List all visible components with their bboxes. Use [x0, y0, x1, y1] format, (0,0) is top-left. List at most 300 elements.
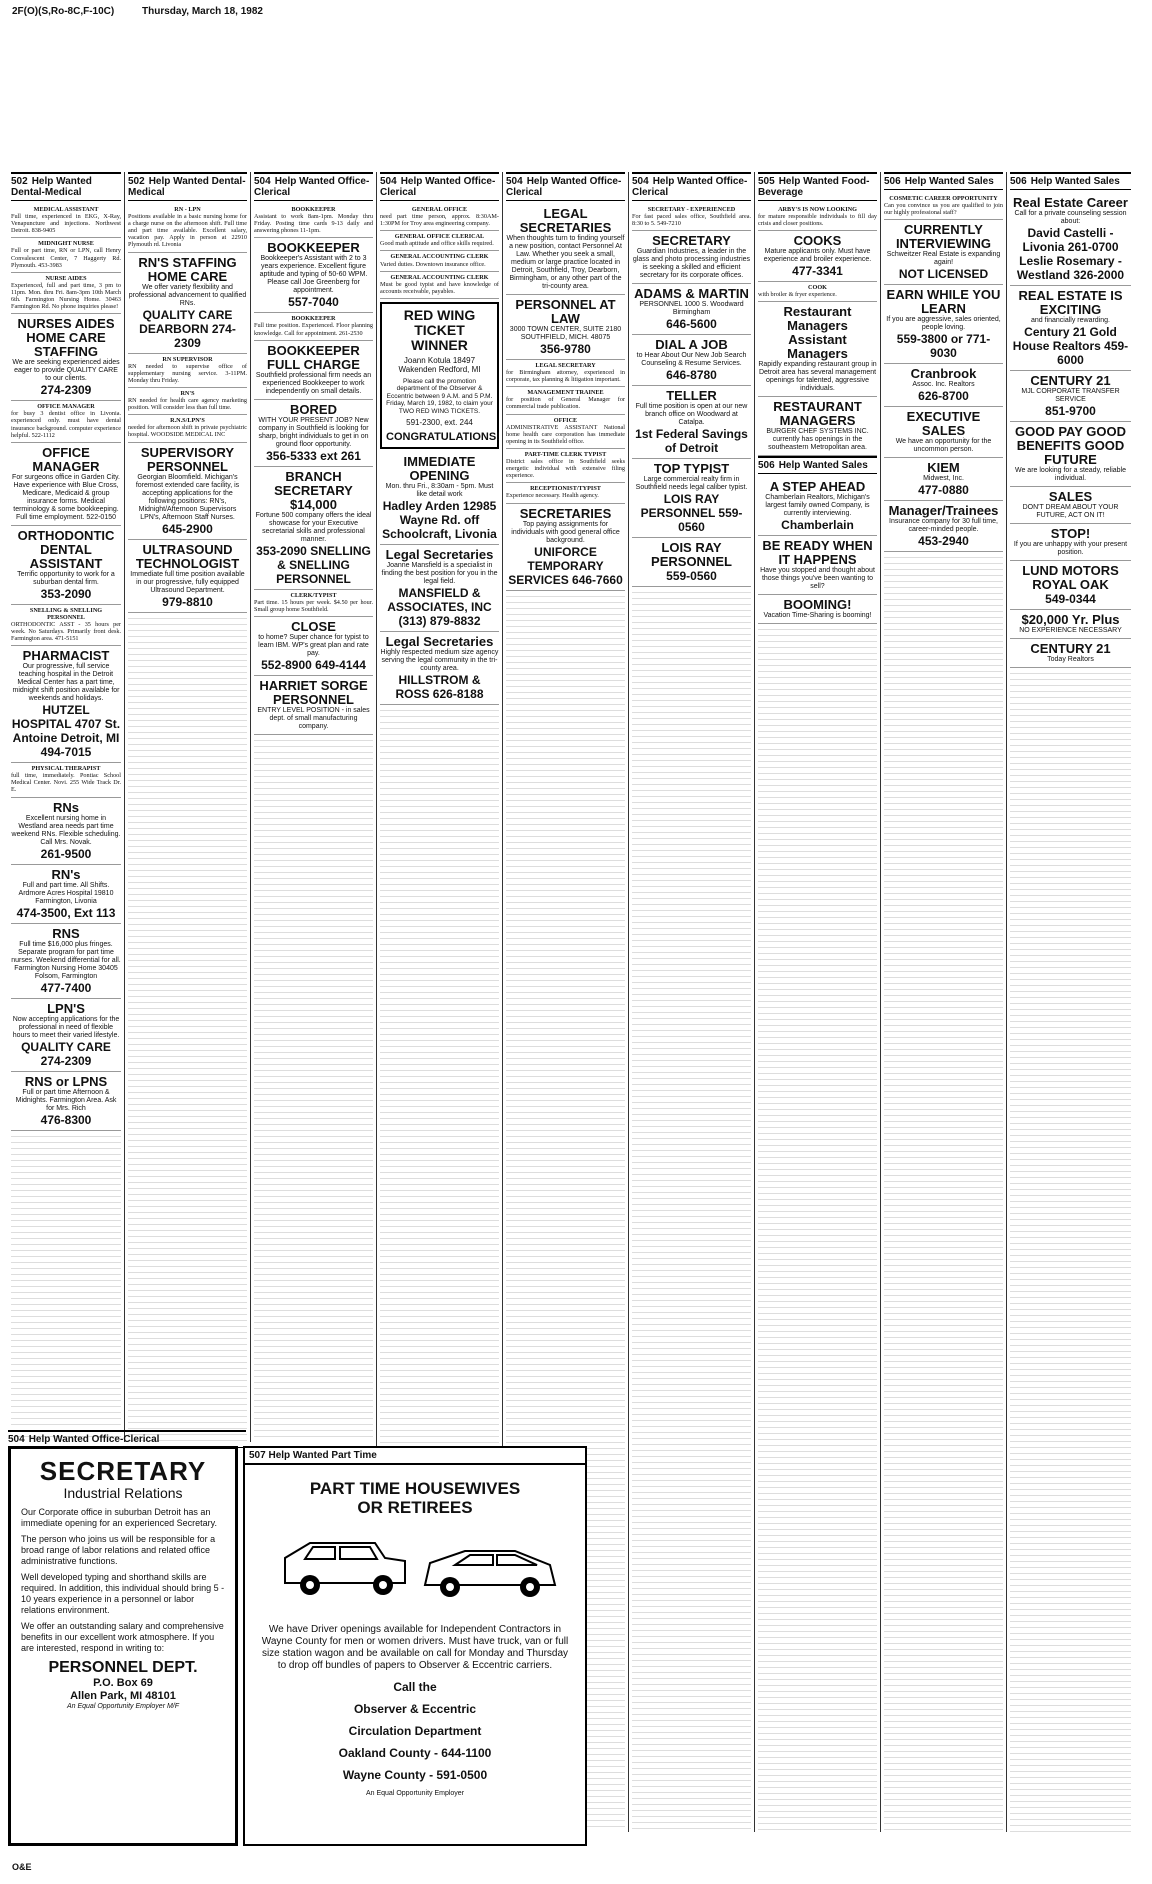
ad-headline: TELLER [666, 388, 717, 404]
ad-body: full time, immediately. Pontiac School Medical Center. Novi. 255 Wide Track Dr. E. [11, 772, 121, 794]
column-1 [8, 172, 124, 1442]
section-label: Help Wanted Office-Clerical [632, 176, 748, 198]
ad-body: Vacation Time-Sharing is booming! [763, 612, 872, 620]
ad-title: RN'S [180, 389, 195, 397]
display-ad [11, 526, 121, 605]
ad-headline: RNS [52, 925, 80, 941]
ad-phone: 557-7040 [288, 295, 339, 310]
ad-body: Today Realtors [1047, 656, 1094, 663]
ad-body: Full or part time, RN or LPN, call Henry Convalescent Center, 7 Haggerty Rd. Plymouth. 453-3983 [11, 247, 121, 269]
ad-phone: 274-2309 [40, 383, 92, 398]
ad-headline: HARRIET SORGE PERSONNEL [259, 677, 368, 707]
display-ad [254, 341, 373, 400]
ad-body: for position of General Manager for commercial trade publication. [506, 396, 625, 411]
ad-headline: EXECUTIVE SALES [906, 409, 981, 439]
display-ad [128, 253, 247, 354]
ad-phone: 474-3500, Ext 113 [16, 905, 116, 920]
column-filler-text [884, 552, 1003, 1832]
ad-headline: BORED [290, 401, 337, 417]
section-heading [254, 172, 373, 201]
ad-body: RN needed to supervise office of supplementary nursing service. 3-11PM. Monday thru Friday. [128, 362, 247, 384]
section-heading [1010, 172, 1131, 190]
ad-phone: David Castelli - Livonia 261-0700 Leslie Rosemary - Westland 326-2000 [1016, 226, 1125, 282]
ad-headline: BE READY WHEN IT HAPPENS [762, 538, 873, 568]
ad-phone: Century 21 Gold House Realtors 459-6000 [1012, 325, 1129, 367]
line-ad [254, 590, 373, 617]
display-ad [632, 231, 751, 284]
ad-body: ADMINISTRATIVE ASSISTANT National home health care corporation has immediate opening in its Southfield office. [506, 423, 625, 445]
section-label: Help Wanted Sales [1030, 176, 1120, 187]
section-number: 506 [884, 176, 901, 187]
part-time-eoe: An Equal Opportunity Employer [365, 1790, 465, 1797]
ad-body: Immediate full time position available in our progressive, fully equipped Ultrasound Department. [130, 570, 245, 594]
ad-body: for busy 3 dentist office in Livonia. experienced only. must have dental insurance background. computer experience helpful. 522-1112 [11, 410, 121, 439]
ad-phone: 559-0560 [666, 569, 717, 584]
ad-phone: 851-9700 [1045, 404, 1096, 418]
section-label: Help Wanted Office-Clerical [506, 176, 622, 198]
ad-phone: 979-8810 [162, 594, 213, 609]
ad-title: GENERAL OFFICE [411, 206, 468, 213]
ad-body: Mature applicants only. Must have experience and broiler experience. [763, 248, 872, 264]
ad-phone: 477-7400 [40, 980, 92, 995]
display-ad [758, 302, 877, 397]
line-ad [11, 605, 121, 646]
line-ad [128, 388, 247, 415]
ad-body: DON'T DREAM ABOUT YOUR FUTURE, ACT ON IT! [1022, 504, 1119, 519]
line-ad [128, 354, 247, 388]
secretary-title: SECRETARY [39, 1456, 207, 1486]
ad-body: Our progressive, full service teaching hospital in the Detroit Medical Center has a part time, midnight shift position available for weekends and holidays. [12, 663, 120, 703]
section-number: 502 [128, 176, 145, 187]
ad-headline: Real Estate Career [1013, 195, 1128, 210]
ad-body: Bookkeeper's Assistant with 2 to 3 years experience. Excellent figure aptitude and typing of 50-60 WPM. Please call Joe Greenberg for appointment. [259, 255, 368, 295]
ad-headline: ULTRASOUND TECHNOLOGIST [135, 541, 240, 571]
section-number: 506 [1010, 176, 1027, 187]
ad-headline: ADAMS & MARTIN [634, 286, 749, 302]
section-heading [380, 172, 499, 201]
ad-headline: REAL ESTATE IS EXCITING [1018, 288, 1123, 317]
ad-title: PHYSICAL THERAPIST [31, 765, 101, 773]
ad-body: Must be good typist and have knowledge of accounts receivable, payables. [380, 280, 499, 295]
line-ad [380, 272, 499, 299]
column-8 [880, 172, 1006, 1832]
ad-body: District sales office in Southfield seeks energetic individual with extensive filing experience. [506, 458, 625, 480]
section-heading [506, 172, 625, 201]
section-number: 504 [254, 176, 271, 187]
display-ad [11, 999, 121, 1072]
display-ad [11, 314, 121, 401]
line-ad [380, 231, 499, 251]
column-6 [628, 172, 754, 1832]
display-ad [1010, 286, 1131, 371]
ad-headline: PERSONNEL AT LAW [515, 297, 616, 326]
section-number: 502 [11, 176, 28, 187]
ad-headline: SECRETARY [652, 233, 731, 249]
section-heading [632, 172, 751, 201]
section-heading [758, 172, 877, 201]
line-ad [506, 415, 625, 449]
display-ad [254, 676, 373, 735]
line-ad [254, 204, 373, 238]
ad-title: SECRETARY - EXPERIENCED [647, 206, 736, 213]
ad-headline: TOP TYPIST [653, 461, 730, 477]
ad-headline: Legal Secretaries [385, 547, 494, 563]
ad-body: MJL CORPORATE TRANSFER SERVICE [1021, 388, 1120, 403]
ad-phone: HUTZEL HOSPITAL 4707 St. Antoine Detroit, MI 494-7015 [11, 703, 121, 760]
display-ad [1010, 371, 1131, 422]
ad-body: Experience necessary. Health agency. [506, 492, 599, 500]
ad-phone: 353-2090 [40, 586, 92, 601]
column-filler-text [11, 1131, 121, 1442]
display-ad [128, 540, 247, 613]
line-ad [380, 204, 499, 231]
line-ad [506, 449, 625, 483]
display-ad [884, 220, 1003, 285]
ad-body: BURGER CHEF SYSTEMS INC. currently has openings in the southeastern Metropolitan area. [766, 428, 869, 452]
ad-phone: 353-2090 SNELLING & SNELLING PERSONNEL [256, 543, 371, 586]
display-ad [758, 595, 877, 624]
section-label: Help Wanted Office-Clerical [254, 176, 370, 198]
line-ad [11, 401, 121, 442]
ad-title: GENERAL ACCOUNTING CLERK [390, 273, 489, 281]
display-ad [11, 924, 121, 999]
secretary-para-2: The person who joins us will be responsible for a broad range of labor relations and related office administrative functions. [21, 1534, 216, 1566]
ad-body: Top paying assignments for individuals with good general office background. [511, 520, 620, 544]
ad-body: ENTRY LEVEL POSITION - in sales dept. of small manufacturing company. [257, 706, 370, 730]
ad-headline: EARN WHILE YOU LEARN [886, 287, 1001, 317]
ad-body: Call for a private counseling session about: [1014, 210, 1127, 225]
section-label: Help Wanted Sales [778, 460, 868, 472]
column-9 [1006, 172, 1134, 1832]
line-ad [11, 204, 121, 238]
ad-body: need part time person, approx. 8:30AM-1:30PM for Troy area engineering company. [380, 213, 499, 228]
ad-headline: CENTURY 21 [1030, 373, 1111, 388]
ad-body: Part time. 15 hours per week. $4.50 per hour. Small group home Southfield. [254, 598, 373, 613]
section-number: 506 [758, 460, 775, 472]
ad-body: Full and part time. All Shifts. Ardmore Acres Hospital 19810 Farmington, Livonia [18, 881, 114, 905]
ad-title: R.N.S/LPN'S [170, 417, 205, 425]
line-ad [758, 282, 877, 302]
ad-body: Excellent nursing home in Westland area needs part time weekend RNs. Flexible scheduling. Call Mrs. Novak. [11, 814, 121, 846]
display-ad [380, 452, 499, 545]
rw-title: RED WING TICKET WINNER [403, 306, 476, 353]
display-ad [11, 798, 121, 865]
display-ad [11, 1072, 121, 1131]
ad-headline: CLOSE [291, 618, 336, 634]
ad-body: Good math aptitude and office skills required. [380, 240, 494, 248]
part-time-call-4: Oakland County - 644-1100 [338, 1746, 492, 1760]
ad-headline: PHARMACIST [22, 648, 110, 664]
line-ad [380, 251, 499, 271]
ad-headline: IMMEDIATE OPENING [403, 454, 476, 484]
ad-body: Experienced, full and part time, 3 pm to 11pm. Mon. thru Fri. 8am-3pm 10th March 6th. Farmington Nursing Home. 30463 Farmington Rd. No phone inquiries please! [11, 281, 121, 311]
section-number: 504 [8, 1434, 25, 1445]
display-ad [1010, 422, 1131, 487]
ad-phone: 1st Federal Savings of Detroit [635, 427, 748, 456]
ad-phone: Hadley Arden 12985 Wayne Rd. off Schoolcraft, Livonia [382, 499, 497, 542]
section-number: 505 [758, 176, 775, 187]
ad-headline: Cranbrook [910, 366, 977, 382]
display-ad [1010, 487, 1131, 524]
edition-code: 2F(O)(S,Ro-8C,F-10C) [12, 6, 115, 17]
ad-body: Full time $16,000 plus fringes. Separate program for part time nurses. Weekend differential for all. Farmington Nursing Home 30405 Folsom, Farmington [11, 940, 121, 980]
display-ad [254, 400, 373, 467]
ad-headline: NURSES AIDES HOME CARE STAFFING [17, 316, 115, 360]
display-ad [1010, 639, 1131, 668]
line-ad [506, 360, 625, 387]
ad-title: ARBY'S IS NOW LOOKING [778, 206, 857, 213]
ad-title: MEDICAL ASSISTANT [33, 206, 99, 213]
display-ad [506, 204, 625, 295]
part-time-call-5: Wayne County - 591-0500 [342, 1768, 488, 1782]
ad-headline: SALES [1048, 489, 1093, 504]
ad-body: Full time position is open at our new branch office on Woodward at Catalpa. [635, 403, 748, 427]
display-ad [11, 646, 121, 763]
ad-title: GENERAL ACCOUNTING CLERK [390, 253, 489, 261]
ad-headline: RN'S STAFFING HOME CARE [138, 254, 237, 284]
ad-phone: QUALITY CARE 274-2309 [21, 1039, 111, 1068]
red-wing-winner-box [380, 302, 499, 450]
display-ad [632, 459, 751, 538]
section-number: 504 [380, 176, 397, 187]
ad-phone: 559-3800 or 771-9030 [896, 332, 991, 361]
ad-headline: BRANCH SECRETARY $14,000 [274, 468, 353, 512]
line-ad [11, 273, 121, 314]
ad-body: RN needed for health care agency marketing position. Will consider less than full time. [128, 397, 247, 412]
ad-body: If you are unhappy with your present position. [1013, 541, 1128, 556]
ad-phone: 476-8300 [40, 1112, 92, 1127]
ad-title: SNELLING & SNELLING PERSONNEL [29, 606, 103, 621]
ad-headline: $20,000 Yr. Plus [1021, 612, 1120, 627]
ad-headline: COOKS [793, 233, 842, 249]
part-time-line-1: PART TIME HOUSEWIVES [309, 1479, 521, 1498]
display-ad [254, 238, 373, 313]
ad-title: GENERAL OFFICE CLERICAL [394, 233, 485, 241]
page-header [12, 6, 1140, 20]
display-ad [1010, 561, 1131, 610]
ad-phone: 261-9500 [40, 846, 92, 861]
ad-title: BOOKKEEPER [291, 315, 336, 323]
part-time-call-2: Observer & Eccentric [353, 1702, 477, 1716]
ad-headline: BOOKKEEPER [267, 240, 360, 256]
ad-body: ORTHODONTIC ASST - 35 hours per week. No Saturdays. Primarily front desk. Farmington area. 471-5151 [11, 620, 121, 643]
ad-body: For fast paced sales office, Southfield area. 8:30 to 5. 549-7210 [632, 213, 751, 228]
secretary-addr-1: P.O. Box 69 [93, 1677, 153, 1689]
ad-headline: KIEM [927, 460, 960, 476]
ad-headline: SUPERVISORY PERSONNEL [140, 444, 235, 474]
ad-body: Can you convince us you are qualified to join our highly professional staff? [884, 202, 1003, 217]
display-ad [632, 538, 751, 587]
ad-phone: 356-9780 [540, 342, 591, 356]
ad-body: We are seeking experienced aides eager to provide QUALITY CARE to our clients. [12, 359, 120, 383]
line-ad [506, 387, 625, 414]
ad-body: and financially rewarding. [1031, 317, 1110, 324]
ad-body: PERSONNEL 1000 S. Woodward Birmingham [639, 301, 744, 317]
ad-body: Fortune 500 company offers the ideal showcase for your Executive secretarial skills and professional manner. [255, 511, 372, 543]
ad-body: Positions available in a basic nursing home for a charge nurse on the afternoon shift. Full time and part time available. Excellent salary, vacation pay. Apply in person at 22910 Plymouth rd. Livonia [128, 213, 247, 249]
ad-phone: NOT LICENSED [898, 267, 989, 282]
ad-title: RN SUPERVISOR [162, 355, 213, 363]
ad-headline: RESTAURANT MANAGERS [773, 399, 862, 429]
ad-body: 3000 TOWN CENTER, SUITE 2180 SOUTHFIELD, MICH. 48075 [509, 326, 622, 341]
rw-winner-name: Joann Kotula 18497 Wakenden Redford, MI [398, 355, 481, 374]
ad-headline: Restaurant Managers Assistant Managers [783, 304, 852, 362]
column-filler-text [254, 735, 373, 1442]
part-time-heading-label: Help Wanted Part Time [268, 1450, 377, 1461]
ad-title: OFFICE MANAGER [37, 403, 95, 411]
display-ad [884, 458, 1003, 501]
part-time-call-1: Call the [393, 1680, 437, 1694]
ad-phone: 453-2940 [918, 534, 969, 549]
ad-body: Have you stopped and thought about those things you've been wanting to sell? [760, 567, 875, 591]
ad-headline: Manager/Trainees [888, 503, 999, 519]
section-label: Help Wanted Office-Clerical [28, 1434, 160, 1445]
ad-headline: CURRENTLY INTERVIEWING [895, 222, 992, 252]
display-ad [11, 865, 121, 924]
ad-body: needed for afternoon shift in private psychiatric hospital. WOODSIDE MEDICAL INC [128, 424, 247, 439]
line-ad [128, 204, 247, 253]
display-ad [1010, 610, 1131, 639]
car-truck-illustration [265, 1523, 565, 1613]
ad-headline: LOIS RAY PERSONNEL [651, 540, 732, 570]
section-number: 504 [506, 176, 523, 187]
part-time-call-3: Circulation Department [348, 1724, 482, 1738]
ad-body: Assistant to work 8am-1pm. Monday thru Friday. Posting time cards 9-13 daily and answering phones 11-1pm. [254, 213, 373, 235]
ad-body: Insurance company for 30 full time, career-minded people. [889, 518, 998, 534]
ad-headline: ORTHODONTIC DENTAL ASSISTANT [17, 527, 115, 571]
rw-phone: 591-2300, ext. 244 [406, 418, 473, 428]
rw-congrats: CONGRATULATIONS! [386, 431, 500, 444]
ad-body: We offer variety flexibility and professional advancement to qualified RNs. [128, 283, 247, 307]
secretary-display-ad [8, 1446, 238, 1846]
section-heading [758, 456, 877, 474]
line-ad [884, 193, 1003, 220]
ad-title: LEGAL SECRETARY [535, 362, 596, 369]
ad-headline: CENTURY 21 [1030, 641, 1111, 656]
ad-body: WITH YOUR PRESENT JOB? New company in Southfield is looking for sharp, bright individuals to get in on ground floor opportunity. [258, 416, 369, 448]
ad-phone: UNIFORCE TEMPORARY SERVICES 646-7660 [508, 544, 623, 587]
display-ad [884, 285, 1003, 364]
ad-body: Midwest, Inc. [923, 475, 964, 483]
ad-body: Full time position. Experienced. Floor planning knowledge. Call for appointment. 261-2530 [254, 322, 373, 337]
ad-title: OFFICE [553, 416, 578, 424]
ad-phone: MANSFIELD & ASSOCIATES, INC (313) 879-8832 [387, 586, 492, 629]
ad-headline: LUND MOTORS ROYAL OAK [1022, 563, 1119, 592]
footer-mark: O&E [12, 1862, 32, 1872]
display-ad [1010, 193, 1131, 286]
ad-phone: 477-0880 [918, 483, 969, 498]
ad-phone: 645-2900 [162, 521, 213, 536]
ad-body: Georgian Bloomfield. Michigan's foremost extended care facility, is accepting applications for the following positions: RN's, Midnight/Afternoon Supervisors LPN's, Afternoon Staff Nurses. [135, 473, 240, 521]
ad-body: Joanne Mansfield is a specialist in finding the best position for you in the legal field. [381, 562, 498, 586]
ad-phone: 552-8900 649-4144 [261, 657, 366, 672]
ad-phone: HILLSTROM & ROSS 626-8188 [395, 673, 484, 702]
line-ad [254, 313, 373, 340]
column-filler-text [128, 613, 247, 1443]
section-label: Help Wanted Food-Beverage [758, 176, 870, 198]
ad-body: Large commercial realty firm in Southfield needs legal caliber typist. [635, 476, 748, 492]
ad-body: Chamberlain Realtors, Michigan's largest family owned Company, is currently interviewing. [765, 494, 870, 518]
secretary-para-1: Our Corporate office in suburban Detroit has an immediate opening for an experienced Secretary. [21, 1507, 217, 1528]
part-time-heading [245, 1448, 585, 1465]
secretary-subtitle: Industrial Relations [63, 1485, 183, 1501]
ad-body: For surgeons office in Garden City. Have experience with Blue Cross, Medicare, Medicaid & group insurance forms. Medical terminology & some bookkeeping. Full time employment. 522-0150 [12, 473, 120, 521]
display-ad [632, 386, 751, 459]
part-time-description: We have Driver openings available for Independent Contractors in Wayne County for men or women drivers. Must have truck, van or full size station wagon and be available on call for Monday and Thursday to drop off bundles of papers to Observer & Eccentric carriers. [261, 1624, 569, 1671]
column-2 [124, 172, 250, 1442]
section-label: Help Wanted Dental-Medical [11, 176, 92, 198]
column-filler-text [1010, 668, 1131, 1832]
line-ad [11, 238, 121, 272]
display-ad [128, 443, 247, 540]
ad-body: NO EXPERIENCE NECESSARY [1019, 627, 1122, 634]
ad-body: for mature responsible individuals to fill day crisis and closer positions. [758, 213, 877, 228]
ad-phone: 356-5333 ext 261 [266, 448, 361, 463]
ad-headline: RNS or LPNS [24, 1073, 108, 1089]
ad-body: with broiler & fryer experience. [758, 291, 837, 299]
line-ad [632, 204, 751, 231]
ad-body: When thoughts turn to finding yourself a new position, contact Personnel At Law. Whether you seek a small, medium or large practice located in Detroit, Southfield, Troy, Dearborn, Birmingham, or any other part of the tri-county area. [506, 235, 625, 290]
column-filler-text [632, 587, 751, 1832]
ad-title: MIDNIGHT NURSE [38, 240, 94, 248]
ad-body: Guardian Industries, a leader in the glass and photo processing industries is seeking a skilled and efficient secretary for its corporate offices. [632, 248, 751, 280]
ad-headline: RNs [52, 799, 79, 815]
display-ad [758, 536, 877, 595]
ad-body: for Birmingham attorney, experienced in corporate, tax planning & litigation important. [506, 369, 625, 384]
ad-headline: LEGAL SECRETARIES [519, 206, 612, 235]
ad-headline: Legal Secretaries [385, 634, 494, 650]
line-ad [506, 483, 625, 503]
display-ad [758, 397, 877, 456]
ad-title: COSMETIC CAREER OPPORTUNITY [889, 195, 998, 202]
display-ad [506, 504, 625, 591]
ad-phone: LOIS RAY PERSONNEL 559-0560 [640, 492, 743, 535]
display-ad [758, 477, 877, 536]
secretary-eoe: An Equal Opportunity Employer M/F [66, 1703, 180, 1710]
ad-body: Full time, experienced in EKG, X-Ray, Venapuncture and injections. Northwest Detroit. 838-9405 [11, 213, 121, 235]
rw-body: Please call the promotion department of the Observer & Eccentric between 9 A.M. and 5 P.M. Friday, March 19, 1982, to claim your TWO RED WING TICKETS. [386, 377, 493, 415]
ad-headline: BOOMING! [783, 597, 852, 613]
ad-body: Rapidly expanding restaurant group in Detroit area has several management openings for talented, aggressive individuals. [758, 361, 877, 393]
ad-body: Full or part time Afternoon & Midnights. Farmington Area. Ask for Mrs. Rich [15, 1088, 117, 1112]
ad-title: RECEPTIONIST/TYPIST [530, 485, 601, 493]
section-number: 504 [632, 176, 649, 187]
ad-title: COOK [808, 284, 827, 292]
ad-body: Now accepting applications for the professional in need of flexible hours to meet their varied lifestyle. [12, 1015, 120, 1039]
ad-phone: QUALITY CARE DEARBORN 274-2309 [139, 307, 236, 350]
display-ad [254, 617, 373, 676]
ad-headline: A STEP AHEAD [769, 479, 866, 495]
display-ad [884, 407, 1003, 458]
part-time-heading-num: 507 [249, 1450, 266, 1461]
ad-title: BOOKKEEPER [291, 206, 336, 213]
ad-body: We are looking for a steady, reliable individual. [1014, 467, 1127, 482]
ad-headline: DIAL A JOB [655, 337, 728, 353]
ad-phone: Chamberlain [781, 518, 854, 533]
section-label: Help Wanted Office-Clerical [380, 176, 496, 198]
display-ad [884, 364, 1003, 407]
section-heading [128, 172, 247, 201]
part-time-line-2: OR RETIREES [357, 1498, 473, 1517]
ad-headline: GOOD PAY GOOD BENEFITS GOOD FUTURE [1014, 424, 1126, 467]
ad-body: We have an opportunity for the uncommon person. [895, 438, 992, 454]
display-ad [632, 335, 751, 386]
ad-headline: BOOKKEEPER FULL CHARGE [267, 342, 360, 372]
ad-title: MANAGEMENT TRAINEE [527, 389, 604, 397]
display-ad [632, 284, 751, 335]
display-ad [758, 231, 877, 282]
ad-phone: 646-8780 [666, 368, 717, 383]
